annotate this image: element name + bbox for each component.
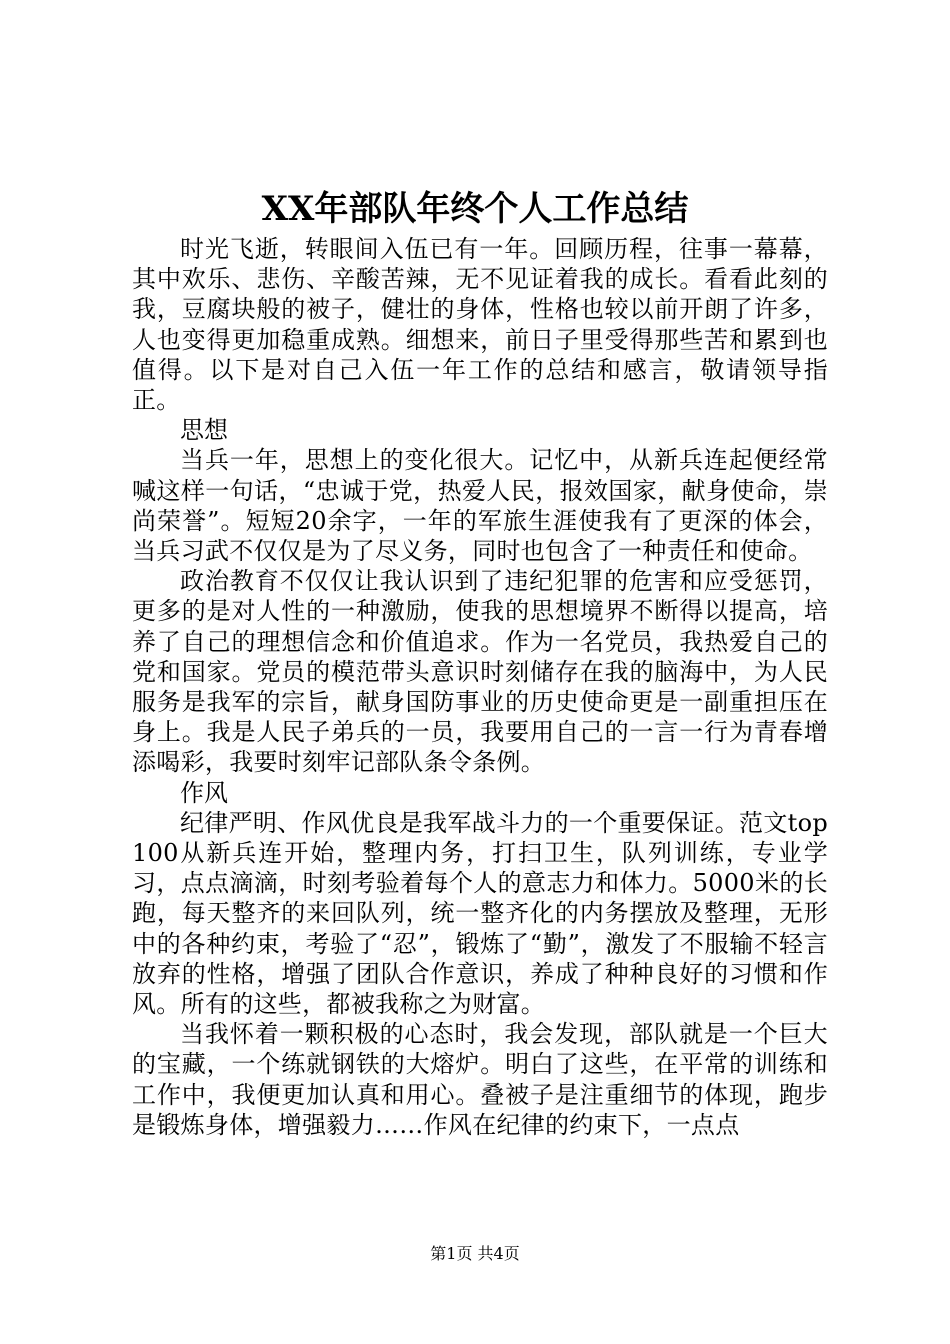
paragraph-style-1: 纪律严明、作风优良是我军战斗力的一个重要保证。范文top100从新兵连开始，整理内务，打扫卫生，队列训练，专业学习，点点滴滴，时刻考验着每个人的意志力和体力。5000米的长跑，每天整齐的来回队列，统一整齐化的内务摆放及整理，无形中的各种约束，考验了“忍”，锻炼了“勤”，激发了不服输不轻言放弃的性格，增强了团队合作意识，养成了种种良好的习惯和作风。所有的这些，都被我称之为财富。 bbox=[132, 808, 828, 1019]
section-heading-thought: 思想 bbox=[180, 416, 228, 445]
paragraph-thought-2: 政治教育不仅仅让我认识到了违纪犯罪的危害和应受惩罚，更多的是对人性的一种激励，使我的思想境界不断得以提高，培养了自己的理想信念和价值追求。作为一名党员，我热爱自己的党和国家。党员的模范带头意识时刻储存在我的脑海中，为人民服务是我军的宗旨，献身国防事业的历史使命更是一副重担压在身上。我是人民子弟兵的一员，我要用自己的一言一行为青春增添喝彩，我要时刻牢记部队条令条例。 bbox=[132, 567, 828, 777]
page-footer bbox=[0, 1242, 950, 1266]
section-heading-style: 作风 bbox=[180, 778, 228, 807]
page-number: 第1页 共4页 bbox=[430, 1244, 520, 1263]
paragraph-style-2: 当我怀着一颗积极的心态时，我会发现，部队就是一个巨大的宝藏，一个练就钢铁的大熔炉。明白了这些，在平常的训练和工作中，我便更加认真和用心。叠被子是注重细节的体现，跑步是锻炼身体，增强毅力……作风在纪律的约束下，一点点 bbox=[132, 1020, 828, 1139]
page-title: XX年部队年终个人工作总结 bbox=[261, 189, 689, 229]
paragraph-intro: 时光飞逝，转眼间入伍已有一年。回顾历程，往事一幕幕，其中欢乐、悲伤、辛酸苦辣，无不见证着我的成长。看看此刻的我，豆腐块般的被子，健壮的身体，性格也较以前开朗了许多，人也变得更加稳重成熟。细想来，前日子里受得那些苦和累到也值得。以下是对自己入伍一年工作的总结和感言，敬请领导指正。 bbox=[132, 235, 828, 415]
paragraph-thought-1: 当兵一年，思想上的变化很大。记忆中，从新兵连起便经常喊这样一句话，“忠诚于党，热爱人民，报效国家，献身使命，崇尚荣誉”。短短20余字，一年的军旅生涯使我有了更深的体会，当兵习武不仅仅是为了尽义务，同时也包含了一种责任和使命。 bbox=[132, 446, 828, 566]
document-body bbox=[132, 234, 828, 1140]
